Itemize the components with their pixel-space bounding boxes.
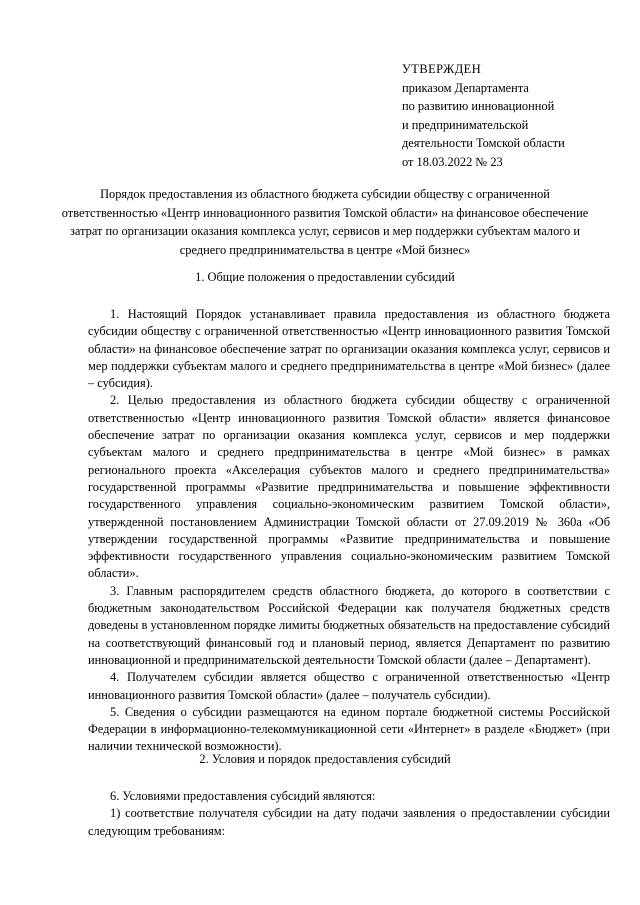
paragraph: 4. Получателем субсидии является общество с ограниченной ответственностью «Центр инновационного развития Томской области» (далее – получатель субсидии). (88, 670, 610, 702)
document-title: Порядок предоставления из областного бюджета субсидии обществу с ограниченной ответственностью «Центр инновационного развития Томской области» на финансовое обеспечение затрат по организации оказания комплекса услуг, сервисов и мер поддержки субъектам малого и среднего предпринимательства в центре «Мой бизнес» (61, 187, 589, 257)
paragraph: 1. Настоящий Порядок устанавливает правила предоставления из областного бюджета субсидии обществу с ограниченной ответственностью «Центр инновационного развития Томской области» на финансовое обеспечение затрат по организации оказания комплекса услуг, сервисов и мер поддержки субъектам малого и среднего предпринимательства в центре «Мой бизнес» (далее – субсидия). (88, 307, 610, 391)
paragraph: 1) соответствие получателя субсидии на дату подачи заявления о предоставлении субсидии следующим требованиям: (88, 806, 610, 838)
approval-line: от 18.03.2022 № 23 (402, 154, 503, 169)
approval-stamp (402, 60, 622, 171)
approval-heading: УТВЕРЖДЕН (402, 62, 482, 76)
section-2-body (88, 788, 610, 840)
approval-line: деятельности Томской области (402, 136, 565, 150)
paragraph: 5. Сведения о субсидии размещаются на едином портале бюджетной системы Российской Федерации в информационно-телекоммуникационной сети «Интернет» в разделе «Бюджет» (при наличии технической возможности). (88, 704, 610, 754)
paragraph: 3. Главным распорядителем средств областного бюджета, до которого в соответствии с бюджетным законодательством Российской Федерации как получателя бюджетных средств доведены в установленном порядке лимиты бюджетных обязательств на предоставление субсидий на соответствующий финансовый год и плановый период, является Департамент по развитию инновационной и предпринимательской деятельности Томской области (далее – Департамент). (88, 583, 610, 667)
approval-line: приказом Департамента (402, 80, 529, 95)
section-1-body (88, 306, 610, 756)
paragraph: 2. Целью предоставления из областного бюджета субсидии обществу с ограниченной ответственностью «Центр инновационного развития Томской области» является финансовое обеспечение затрат по организации оказания комплекса услуг, сервисов и мер поддержки субъектам малого и среднего предпринимательства в центре «Мой бизнес» в рамках регионального проекта «Акселерация субъектов малого и среднего предпринимательства» государственной программы «Развитие предпринимательства и повышение эффективности государственного управления социально-экономическим развитием Томской области», утвержденной постановлением Администрации Томской области от 27.09.2019 № 360а «Об утверждении государственной программы «Развитие предпринимательства и повышение эффективности государственного управления социально-экономическим развитием Томской области». (88, 393, 610, 581)
approval-line: и предпринимательской (402, 117, 529, 132)
section-2-heading: 2. Условия и порядок предоставления субсидий (199, 752, 451, 766)
section-1-heading: 1. Общие положения о предоставлении субсидий (195, 270, 455, 284)
paragraph: 6. Условиями предоставления субсидий являются: (110, 789, 376, 803)
approval-line: по развитию инновационной (402, 99, 555, 113)
